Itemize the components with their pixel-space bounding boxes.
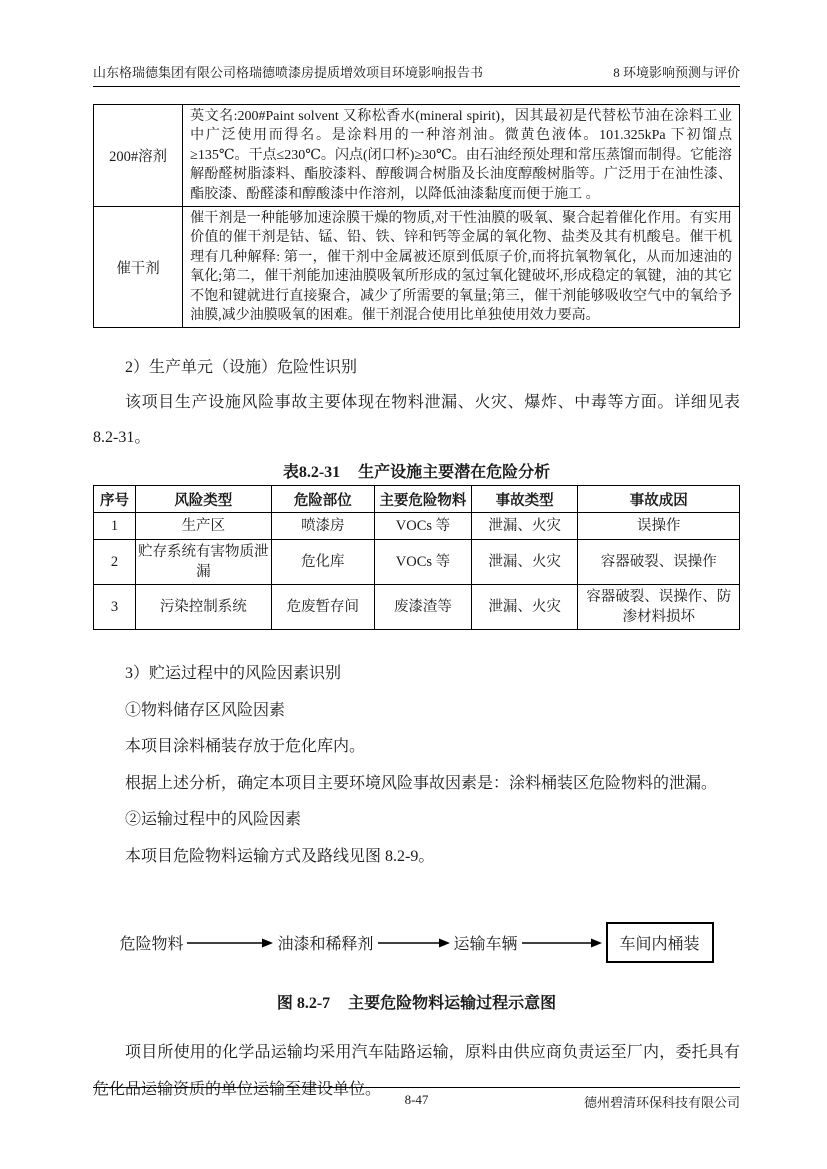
table-row	[94, 540, 740, 585]
section3	[93, 656, 740, 875]
section2-paragraph: 该项目生产设施风险事故主要体现在物料泄漏、火灾、爆炸、中毒等方面。详细见表 8.2-31。	[93, 394, 740, 447]
table-title-text: 生产设施主要潜在危险分析	[358, 464, 551, 482]
description-cell: 催干剂是一种能够加速涂膜干燥的物质,对干性油膜的吸氧、聚合起着催化作用。有实用价值的催干剂是钴、锰、铅、铁、锌和钙等金属的氧化物、盐类及其有机酸皂。催干机理有几种解释: 第一，催干剂中金属被还原到低原子价,而将抗氧物氧化，从而加速油的氧化;第二，催干剂能加速油膜吸氧所形成的氢过氧化键破坏,形成稳定的氧键，油的其它不饱和键就进行直接聚合，减少了所需要的氧量;第三，催干剂能够吸收空气中的氧给予油膜,减少油膜吸氧的困难。催干剂混合使用比单独使用效力要高。	[183, 207, 740, 328]
column-header: 风险类型	[135, 486, 271, 513]
solvent-definition-table	[93, 104, 740, 328]
page-number: 8-47	[404, 1092, 429, 1107]
flow-node-paint-thinner: 油漆和稀释剂	[277, 936, 374, 954]
footer-inner	[93, 1092, 740, 1108]
transport-flow-diagram	[93, 922, 740, 963]
table-cell: 污染控制系统	[135, 585, 271, 630]
description-cell: 英文名:200#Paint solvent 又称松香水(mineral spirit)，因其最初是代替松节油在涂料工业中广泛使用而得名。是涂料用的一种溶剂油。微黄色液体。101.325kPa 下初馏点≥135℃。干点≤230℃。闪点(闭口杯)≥30℃。由石油经预处理和常压蒸馏而制得。它能溶解酚醛树脂漆料、酯胶漆料、醇酸调合树脂及长油度醇酸树脂等。广泛用于在油性漆、酯胶漆、酚醛漆和醇酸漆中作溶剂，以降低油漆黏度而便于施工 。	[183, 105, 740, 207]
table-number: 表8.2-31	[282, 464, 341, 482]
table-cell: 废漆渣等	[375, 585, 472, 630]
figure-caption	[93, 990, 740, 1013]
page-header	[93, 62, 740, 87]
table-cell: 泄漏、火灾	[471, 513, 578, 540]
figure-number: 图 8.2-7	[276, 995, 331, 1013]
term-cell: 200#溶剂	[94, 105, 183, 207]
section3-sub2-heading: ②运输过程中的风险因素	[125, 811, 302, 829]
figure-caption-text: 主要危险物料运输过程示意图	[348, 995, 557, 1013]
table-cell: 2	[94, 540, 136, 585]
table-cell: 泄漏、火灾	[471, 540, 578, 585]
table-cell: 1	[94, 513, 136, 540]
table-row	[94, 513, 740, 540]
flow-node-hazardous-material: 危险物料	[119, 936, 184, 954]
table-header-row	[94, 486, 740, 513]
column-header: 危险部位	[271, 486, 374, 513]
table-cell: 危化库	[271, 540, 374, 585]
table-cell: 贮存系统有害物质泄漏	[135, 540, 271, 585]
flow-node-workshop-barrels: 车间内桶装	[606, 922, 714, 963]
section3-heading: 3）贮运过程中的风险因素识别	[125, 665, 342, 683]
closing-paragraph: 项目所使用的化学品运输均采用汽车陆路运输，原料由供应商负责运至厂内，委托具有危化品运输资质的单位运输至建设单位。	[93, 1044, 740, 1099]
risk-table-title	[93, 459, 740, 482]
table-row	[94, 207, 740, 328]
section3-paragraph2: 根据上述分析，确定本项目主要环境风险事故因素是：涂料桶装区危险物料的泄漏。	[125, 774, 718, 792]
table-cell: VOCs 等	[375, 513, 472, 540]
column-header: 事故成因	[578, 486, 740, 513]
header-chapter-title: 8 环境影响预测与评价	[613, 65, 740, 80]
table-cell: 喷漆房	[271, 513, 374, 540]
table-cell: 危废暂存间	[271, 585, 374, 630]
table-cell: VOCs 等	[375, 540, 472, 585]
flow-node-transport-vehicle: 运输车辆	[453, 936, 518, 954]
term-cell: 催干剂	[94, 207, 183, 328]
section3-paragraph3: 本项目危险物料运输方式及路线见图 8.2-9。	[125, 847, 435, 865]
flow-arrow-icon	[378, 937, 450, 949]
table-cell: 容器破裂、误操作	[578, 540, 740, 585]
table-row	[94, 105, 740, 207]
page-footer	[93, 1087, 740, 1108]
column-header: 主要危险物料	[375, 486, 472, 513]
table-cell: 容器破裂、误操作、防渗材料损坏	[578, 585, 740, 630]
company-name: 德州碧清环保科技有限公司	[583, 1095, 740, 1110]
flow-arrow-icon	[522, 937, 602, 949]
table-cell: 生产区	[135, 513, 271, 540]
section3-sub1-heading: ①物料储存区风险因素	[125, 701, 286, 719]
table-cell: 3	[94, 585, 136, 630]
section3-paragraph1: 本项目涂料桶装存放于危化库内。	[125, 738, 366, 756]
header-report-title: 山东格瑞德集团有限公司格瑞德喷漆房提质增效项目环境影响报告书	[93, 65, 484, 80]
column-header: 序号	[94, 486, 136, 513]
table-cell: 泄漏、火灾	[471, 585, 578, 630]
flow-arrow-icon	[187, 937, 273, 949]
table-row	[94, 585, 740, 630]
table-cell: 误操作	[578, 513, 740, 540]
risk-analysis-table	[93, 485, 740, 630]
section2-heading: 2）生产单元（设施）危险性识别	[125, 359, 358, 377]
column-header: 事故类型	[471, 486, 578, 513]
